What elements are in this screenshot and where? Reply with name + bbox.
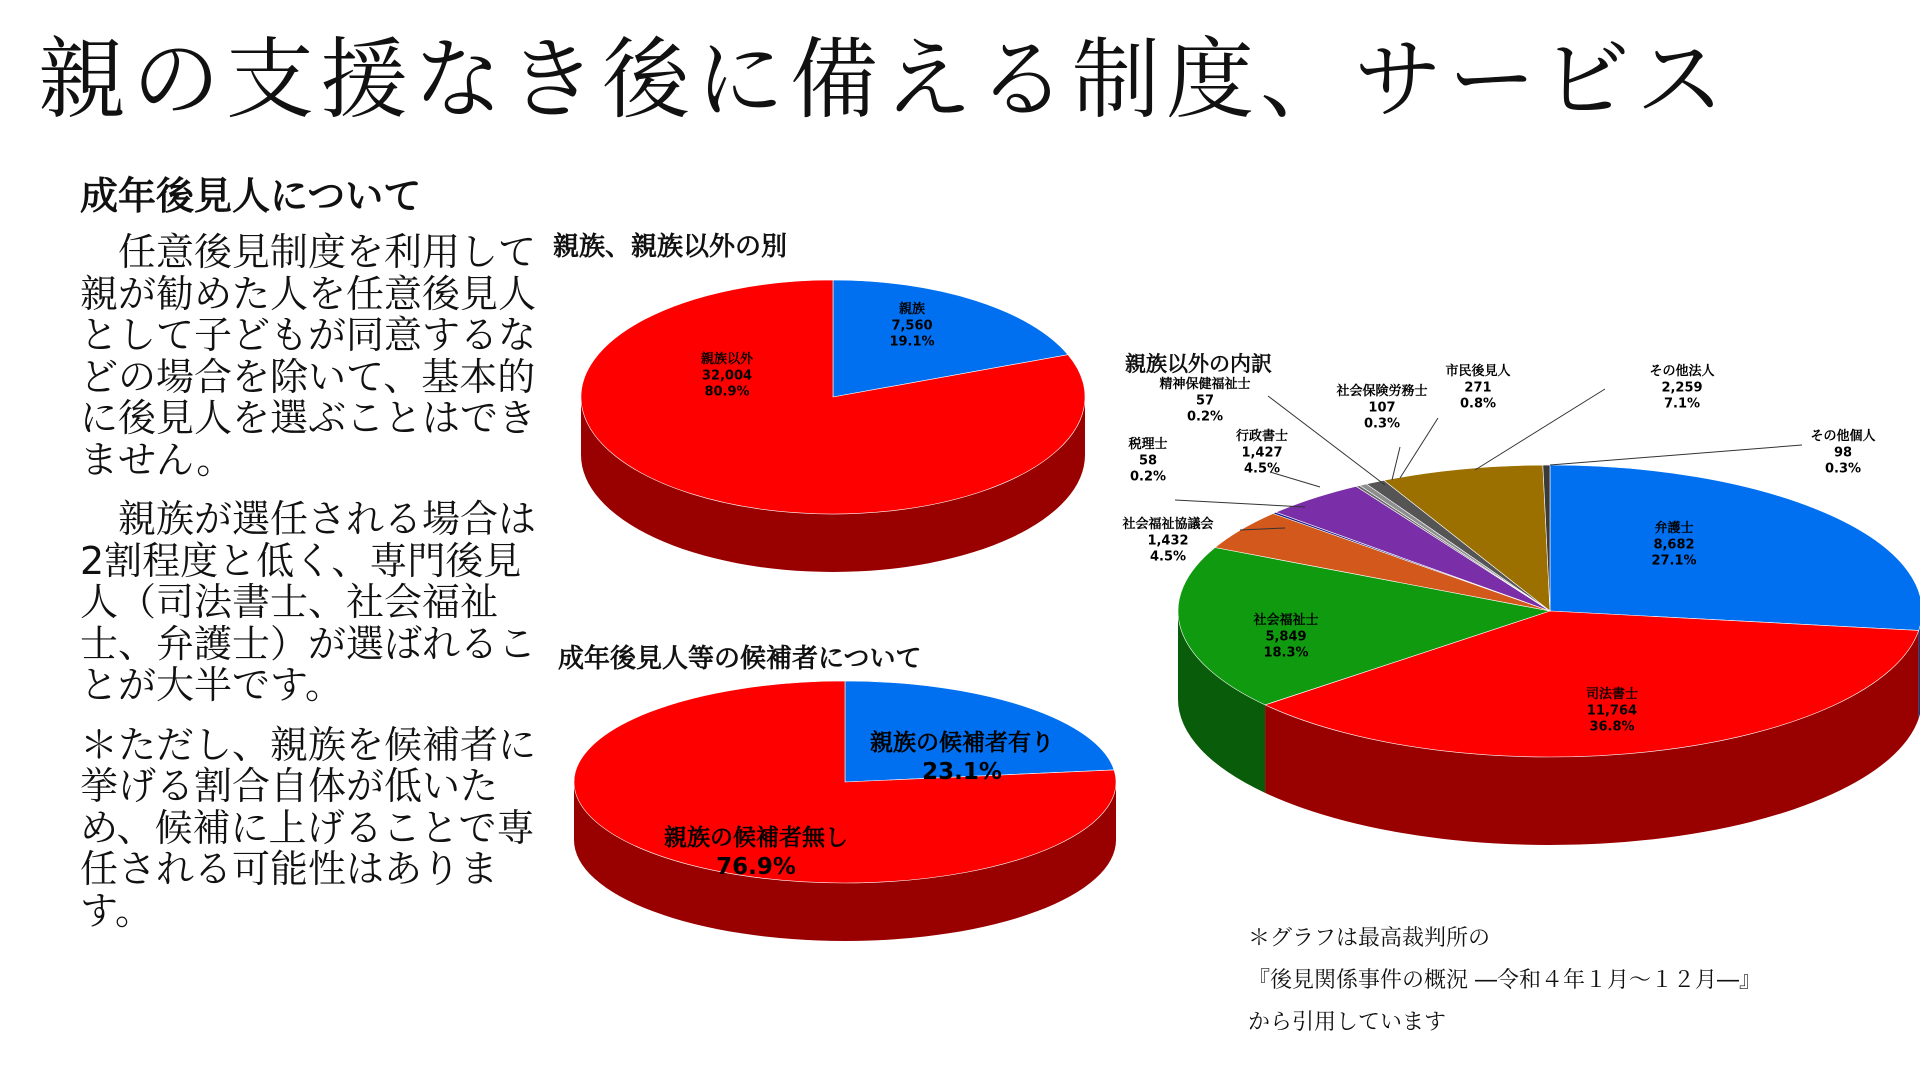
chart3-label-9: その他法人 2,259 7.1%	[1649, 364, 1715, 412]
chart3-label-3: 社会福祉協議会 1,432 4.5%	[1122, 517, 1214, 565]
slide-title: 親の支援なき後に備える制度、サービス	[38, 28, 1731, 131]
chart3-label-8: 市民後見人 271 0.8%	[1445, 364, 1511, 412]
paragraph-3: ＊ただし、親族を候補者に挙げる割合自体が低いため、候補に上げることで専任される可能性はあります。	[80, 722, 537, 933]
chart3-label-5: 行政書士 1,427 4.5%	[1235, 429, 1289, 477]
source-note	[1248, 918, 1761, 1044]
chart1-title: 親族、親族以外の別	[553, 232, 788, 262]
chart3-leader-10	[1550, 445, 1802, 465]
chart3-label-1: 司法書士 11,764 36.8%	[1585, 687, 1639, 735]
chart3-label-0: 弁護士 8,682 27.1%	[1651, 521, 1697, 569]
chart3-label-10: その他個人 98 0.3%	[1810, 429, 1876, 477]
chart2-label-1: 親族の候補者無し 76.9%	[664, 825, 848, 880]
source-note-line-3: から引用しています	[1248, 1010, 1447, 1035]
chart3-label-6: 精神保健福祉士 57 0.2%	[1159, 377, 1251, 425]
chart3-label-2: 社会福祉士 5,849 18.3%	[1253, 613, 1319, 661]
chart3-leader-7	[1392, 447, 1400, 480]
section-subtitle: 成年後見人について	[80, 174, 422, 218]
chart3-title: 親族以外の内訳	[1125, 352, 1272, 376]
chart2-title: 成年後見人等の候補者について	[558, 644, 922, 674]
chart3-slice-0	[1550, 465, 1920, 630]
chart1-label-0: 親族 7,560 19.1%	[889, 302, 935, 350]
paragraph-2: 親族が選任される場合は2割程度と低く、専門後見人（司法書士、社会福祉士、弁護士）が選ばれることが大半です。	[80, 497, 537, 707]
chart3-leader-4	[1175, 500, 1305, 507]
chart3-label-4: 税理士 58 0.2%	[1128, 437, 1168, 485]
chart2-label-0: 親族の候補者有り 23.1%	[870, 730, 1054, 785]
source-note-line-1: ＊グラフは最高裁判所の	[1248, 926, 1491, 951]
chart1-label-1: 親族以外 32,004 80.9%	[700, 352, 754, 400]
chart3-leader-8	[1400, 418, 1438, 478]
source-note-line-2: 『後見関係事件の概況 ―令和４年１月～１２月―』	[1248, 968, 1761, 993]
chart3-label-7: 社会保険労務士 107 0.3%	[1336, 384, 1428, 432]
paragraph-1: 任意後見制度を利用して親が勧めた人を任意後見人として子どもが同意するなどの場合を除いて、基本的に後見人を選ぶことはできません。	[80, 230, 537, 482]
